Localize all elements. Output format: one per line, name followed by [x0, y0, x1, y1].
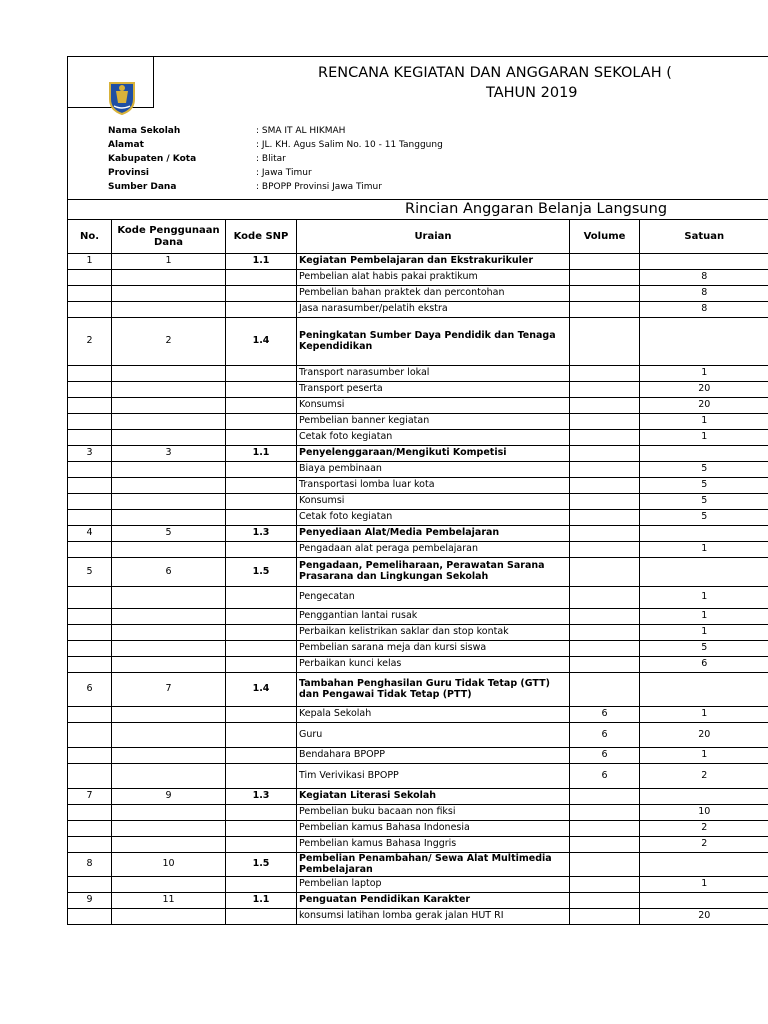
cell-satuan: 1 [640, 707, 768, 723]
section-row [68, 673, 768, 707]
cell-kode-penggunaan [112, 625, 226, 641]
cell-kode-penggunaan [112, 494, 226, 510]
table-row [68, 302, 768, 318]
cell-kode-snp [226, 764, 297, 789]
info-value-sumber-dana: : BPOPP Provinsi Jawa Timur [256, 182, 382, 192]
cell-volume [570, 609, 640, 625]
column-header-volume: Volume [570, 220, 640, 254]
table-row [68, 625, 768, 641]
info-value-provinsi: : Jawa Timur [256, 168, 312, 178]
cell-kode-penggunaan: 3 [112, 446, 226, 462]
cell-satuan: 2 [640, 821, 768, 837]
cell-satuan: 2 [640, 837, 768, 853]
cell-satuan: 5 [640, 478, 768, 494]
logo-cell [68, 57, 154, 108]
cell-kode-penggunaan: 7 [112, 673, 226, 707]
cell-volume [570, 909, 640, 925]
table-row [68, 707, 768, 723]
cell-kode-snp [226, 462, 297, 478]
cell-kode-penggunaan [112, 366, 226, 382]
cell-satuan [640, 446, 768, 462]
cell-kode-penggunaan [112, 270, 226, 286]
table-row [68, 657, 768, 673]
table-row [68, 366, 768, 382]
cell-kode-snp: 1.4 [226, 673, 297, 707]
document-header [67, 56, 768, 200]
cell-no [68, 398, 112, 414]
cell-uraian: Pembelian banner kegiatan [297, 414, 570, 430]
cell-volume [570, 366, 640, 382]
table-row [68, 462, 768, 478]
cell-uraian: Pembelian kamus Bahasa Indonesia [297, 821, 570, 837]
rkas-sheet [67, 56, 768, 922]
table-row [68, 609, 768, 625]
cell-satuan [640, 789, 768, 805]
cell-kode-penggunaan: 11 [112, 893, 226, 909]
table-row [68, 398, 768, 414]
cell-no [68, 657, 112, 673]
cell-satuan: 1 [640, 587, 768, 609]
cell-no [68, 542, 112, 558]
info-label-alamat: Alamat [108, 140, 144, 150]
cell-satuan: 2 [640, 764, 768, 789]
cell-no [68, 366, 112, 382]
cell-no: 5 [68, 558, 112, 587]
cell-kode-penggunaan [112, 302, 226, 318]
cell-volume [570, 893, 640, 909]
section-row [68, 789, 768, 805]
cell-uraian: Pembelian Penambahan/ Sewa Alat Multimedia Pembelajaran [297, 853, 570, 877]
cell-no [68, 587, 112, 609]
cell-no: 4 [68, 526, 112, 542]
cell-uraian: Konsumsi [297, 494, 570, 510]
cell-uraian: Pengecatan [297, 587, 570, 609]
cell-satuan [640, 254, 768, 270]
cell-kode-snp [226, 625, 297, 641]
cell-kode-penggunaan [112, 398, 226, 414]
cell-kode-snp [226, 609, 297, 625]
cell-satuan: 20 [640, 382, 768, 398]
cell-satuan: 20 [640, 723, 768, 748]
cell-uraian: Pembelian alat habis pakai praktikum [297, 270, 570, 286]
cell-kode-snp [226, 877, 297, 893]
cell-volume [570, 837, 640, 853]
cell-volume [570, 789, 640, 805]
table-row [68, 748, 768, 764]
cell-kode-penggunaan [112, 478, 226, 494]
cell-kode-penggunaan [112, 748, 226, 764]
cell-kode-snp: 1.5 [226, 558, 297, 587]
section-row [68, 893, 768, 909]
cell-uraian: konsumsi latihan lomba gerak jalan HUT RI [297, 909, 570, 925]
cell-kode-snp [226, 302, 297, 318]
cell-volume: 6 [570, 707, 640, 723]
cell-volume [570, 673, 640, 707]
cell-kode-penggunaan [112, 609, 226, 625]
cell-kode-snp: 1.5 [226, 853, 297, 877]
table-row [68, 837, 768, 853]
cell-uraian: Perbaikan kelistrikan saklar dan stop kontak [297, 625, 570, 641]
cell-kode-snp [226, 837, 297, 853]
cell-no: 9 [68, 893, 112, 909]
cell-uraian: Kepala Sekolah [297, 707, 570, 723]
cell-satuan [640, 318, 768, 366]
cell-kode-snp [226, 494, 297, 510]
document-title: RENCANA KEGIATAN DAN ANGGARAN SEKOLAH ( [318, 65, 672, 81]
cell-uraian: Kegiatan Pembelajaran dan Ekstrakurikuler [297, 254, 570, 270]
cell-no [68, 382, 112, 398]
section-row [68, 318, 768, 366]
cell-uraian: Biaya pembinaan [297, 462, 570, 478]
cell-uraian: Pembelian buku bacaan non fiksi [297, 805, 570, 821]
info-value-alamat: : JL. KH. Agus Salim No. 10 - 11 Tanggung [256, 140, 443, 150]
cell-satuan: 5 [640, 510, 768, 526]
info-label-kabupaten: Kabupaten / Kota [108, 154, 197, 164]
table-row [68, 764, 768, 789]
cell-volume [570, 526, 640, 542]
cell-satuan [640, 853, 768, 877]
cell-no [68, 707, 112, 723]
cell-kode-snp [226, 707, 297, 723]
cell-satuan: 1 [640, 430, 768, 446]
cell-kode-snp: 1.1 [226, 446, 297, 462]
cell-satuan: 1 [640, 877, 768, 893]
cell-uraian: Bendahara BPOPP [297, 748, 570, 764]
section-row [68, 526, 768, 542]
cell-kode-snp [226, 382, 297, 398]
cell-no: 1 [68, 254, 112, 270]
cell-kode-snp [226, 587, 297, 609]
cell-uraian: Perbaikan kunci kelas [297, 657, 570, 673]
cell-volume [570, 542, 640, 558]
cell-kode-penggunaan: 9 [112, 789, 226, 805]
cell-satuan [640, 526, 768, 542]
cell-no: 7 [68, 789, 112, 805]
cell-volume: 6 [570, 748, 640, 764]
column-header-satuan: Satuan [640, 220, 768, 254]
section-row [68, 558, 768, 587]
cell-uraian: Transport narasumber lokal [297, 366, 570, 382]
table-row [68, 510, 768, 526]
cell-kode-penggunaan [112, 837, 226, 853]
cell-uraian: Cetak foto kegiatan [297, 510, 570, 526]
cell-satuan: 5 [640, 641, 768, 657]
cell-volume [570, 270, 640, 286]
cell-volume [570, 286, 640, 302]
table-row [68, 494, 768, 510]
cell-kode-snp [226, 286, 297, 302]
east-java-crest-logo [106, 79, 138, 115]
cell-uraian: Penyelenggaraan/Mengikuti Kompetisi [297, 446, 570, 462]
cell-no [68, 723, 112, 748]
document-year: TAHUN 2019 [486, 85, 578, 101]
cell-no [68, 302, 112, 318]
cell-volume [570, 587, 640, 609]
cell-volume [570, 446, 640, 462]
cell-no [68, 609, 112, 625]
cell-no [68, 430, 112, 446]
cell-kode-snp [226, 270, 297, 286]
cell-volume [570, 510, 640, 526]
cell-no [68, 625, 112, 641]
cell-satuan [640, 558, 768, 587]
cell-kode-penggunaan [112, 707, 226, 723]
cell-kode-penggunaan [112, 764, 226, 789]
cell-satuan: 1 [640, 625, 768, 641]
cell-no [68, 478, 112, 494]
table-row [68, 641, 768, 657]
cell-kode-penggunaan [112, 510, 226, 526]
cell-satuan: 20 [640, 398, 768, 414]
cell-volume: 6 [570, 764, 640, 789]
cell-kode-penggunaan [112, 286, 226, 302]
cell-satuan: 1 [640, 414, 768, 430]
cell-no [68, 821, 112, 837]
cell-kode-penggunaan [112, 909, 226, 925]
cell-volume [570, 382, 640, 398]
cell-uraian: Pembelian laptop [297, 877, 570, 893]
info-value-nama-sekolah: : SMA IT AL HIKMAH [256, 126, 346, 136]
cell-no [68, 286, 112, 302]
cell-satuan: 1 [640, 748, 768, 764]
cell-uraian: Pengadaan alat peraga pembelajaran [297, 542, 570, 558]
column-header-kode-penggunaan: Kode Penggunaan Dana [112, 220, 226, 254]
cell-volume [570, 641, 640, 657]
cell-kode-snp [226, 641, 297, 657]
cell-volume [570, 414, 640, 430]
cell-kode-snp [226, 748, 297, 764]
info-label-sumber-dana: Sumber Dana [108, 182, 177, 192]
info-label-provinsi: Provinsi [108, 168, 150, 178]
cell-uraian: Tambahan Penghasilan Guru Tidak Tetap (GTT) dan Pengawai Tidak Tetap (PTT) [297, 673, 570, 707]
cell-uraian: Pembelian bahan praktek dan percontohan [297, 286, 570, 302]
cell-kode-snp: 1.4 [226, 318, 297, 366]
cell-no [68, 837, 112, 853]
table-row [68, 382, 768, 398]
cell-kode-snp [226, 366, 297, 382]
cell-volume [570, 254, 640, 270]
cell-volume [570, 558, 640, 587]
section-title: Rincian Anggaran Belanja Langsung [405, 201, 668, 217]
section-row [68, 853, 768, 877]
cell-volume [570, 302, 640, 318]
cell-volume [570, 657, 640, 673]
cell-satuan: 6 [640, 657, 768, 673]
cell-kode-snp [226, 723, 297, 748]
table-body [68, 254, 768, 925]
table-row [68, 478, 768, 494]
cell-volume: 6 [570, 723, 640, 748]
cell-satuan: 8 [640, 302, 768, 318]
cell-no [68, 909, 112, 925]
cell-kode-snp: 1.1 [226, 893, 297, 909]
cell-volume [570, 430, 640, 446]
cell-satuan [640, 673, 768, 707]
cell-volume [570, 821, 640, 837]
budget-table [67, 219, 768, 925]
table-row [68, 270, 768, 286]
cell-no [68, 641, 112, 657]
column-header-no: No. [68, 220, 112, 254]
cell-no [68, 748, 112, 764]
cell-uraian: Jasa narasumber/pelatih ekstra [297, 302, 570, 318]
info-label-nama-sekolah: Nama Sekolah [108, 126, 181, 136]
cell-kode-snp [226, 398, 297, 414]
cell-no [68, 877, 112, 893]
cell-no [68, 494, 112, 510]
cell-no: 6 [68, 673, 112, 707]
cell-kode-snp [226, 657, 297, 673]
cell-no: 2 [68, 318, 112, 366]
cell-kode-penggunaan: 10 [112, 853, 226, 877]
section-title-bar [67, 199, 768, 220]
section-row [68, 446, 768, 462]
cell-satuan [640, 893, 768, 909]
cell-volume [570, 494, 640, 510]
cell-uraian: Tim Verivikasi BPOPP [297, 764, 570, 789]
table-row [68, 414, 768, 430]
cell-kode-penggunaan: 5 [112, 526, 226, 542]
cell-no [68, 510, 112, 526]
cell-volume [570, 318, 640, 366]
cell-uraian: Guru [297, 723, 570, 748]
cell-kode-snp [226, 510, 297, 526]
cell-uraian: Kegiatan Literasi Sekolah [297, 789, 570, 805]
cell-kode-snp [226, 542, 297, 558]
cell-kode-penggunaan: 2 [112, 318, 226, 366]
column-header-kode-snp: Kode SNP [226, 220, 297, 254]
table-row [68, 909, 768, 925]
column-header-uraian: Uraian [297, 220, 570, 254]
cell-uraian: Penyediaan Alat/Media Pembelajaran [297, 526, 570, 542]
info-value-kabupaten: : Blitar [256, 154, 286, 164]
cell-kode-snp [226, 805, 297, 821]
cell-uraian: Cetak foto kegiatan [297, 430, 570, 446]
cell-volume [570, 462, 640, 478]
cell-uraian: Pembelian sarana meja dan kursi siswa [297, 641, 570, 657]
cell-kode-penggunaan [112, 877, 226, 893]
table-row [68, 805, 768, 821]
cell-kode-penggunaan [112, 657, 226, 673]
cell-no [68, 270, 112, 286]
cell-uraian: Penguatan Pendidikan Karakter [297, 893, 570, 909]
cell-kode-penggunaan [112, 462, 226, 478]
cell-kode-penggunaan [112, 723, 226, 748]
table-row [68, 877, 768, 893]
cell-kode-snp: 1.3 [226, 526, 297, 542]
cell-uraian: Peningkatan Sumber Daya Pendidik dan Tenaga Kependidikan [297, 318, 570, 366]
cell-kode-snp [226, 414, 297, 430]
table-row [68, 286, 768, 302]
cell-satuan: 1 [640, 609, 768, 625]
cell-kode-snp [226, 430, 297, 446]
cell-kode-penggunaan: 6 [112, 558, 226, 587]
cell-kode-penggunaan [112, 430, 226, 446]
table-row [68, 723, 768, 748]
cell-kode-penggunaan [112, 382, 226, 398]
cell-no [68, 805, 112, 821]
cell-satuan: 8 [640, 270, 768, 286]
cell-uraian: Pengadaan, Pemeliharaan, Perawatan Sarana Prasarana dan Lingkungan Sekolah [297, 558, 570, 587]
cell-satuan: 20 [640, 909, 768, 925]
cell-uraian: Pembelian kamus Bahasa Inggris [297, 837, 570, 853]
cell-no [68, 414, 112, 430]
cell-kode-snp [226, 821, 297, 837]
cell-volume [570, 877, 640, 893]
table-header-row [68, 220, 768, 254]
cell-no [68, 462, 112, 478]
cell-kode-penggunaan [112, 641, 226, 657]
cell-no [68, 764, 112, 789]
cell-kode-penggunaan: 1 [112, 254, 226, 270]
cell-uraian: Penggantian lantai rusak [297, 609, 570, 625]
cell-kode-snp [226, 478, 297, 494]
cell-no: 8 [68, 853, 112, 877]
cell-kode-penggunaan [112, 414, 226, 430]
table-row [68, 542, 768, 558]
cell-satuan: 10 [640, 805, 768, 821]
cell-kode-penggunaan [112, 821, 226, 837]
table-row [68, 430, 768, 446]
cell-satuan: 1 [640, 542, 768, 558]
cell-volume [570, 625, 640, 641]
cell-volume [570, 853, 640, 877]
cell-kode-penggunaan [112, 587, 226, 609]
cell-no: 3 [68, 446, 112, 462]
cell-volume [570, 478, 640, 494]
cell-kode-snp [226, 909, 297, 925]
table-row [68, 821, 768, 837]
cell-volume [570, 398, 640, 414]
cell-satuan: 5 [640, 494, 768, 510]
cell-volume [570, 805, 640, 821]
cell-uraian: Konsumsi [297, 398, 570, 414]
cell-uraian: Transportasi lomba luar kota [297, 478, 570, 494]
cell-kode-snp: 1.3 [226, 789, 297, 805]
cell-kode-penggunaan [112, 542, 226, 558]
table-row [68, 587, 768, 609]
cell-satuan: 5 [640, 462, 768, 478]
cell-satuan: 1 [640, 366, 768, 382]
cell-uraian: Transport peserta [297, 382, 570, 398]
cell-kode-snp: 1.1 [226, 254, 297, 270]
cell-satuan: 8 [640, 286, 768, 302]
cell-kode-penggunaan [112, 805, 226, 821]
section-row [68, 254, 768, 270]
